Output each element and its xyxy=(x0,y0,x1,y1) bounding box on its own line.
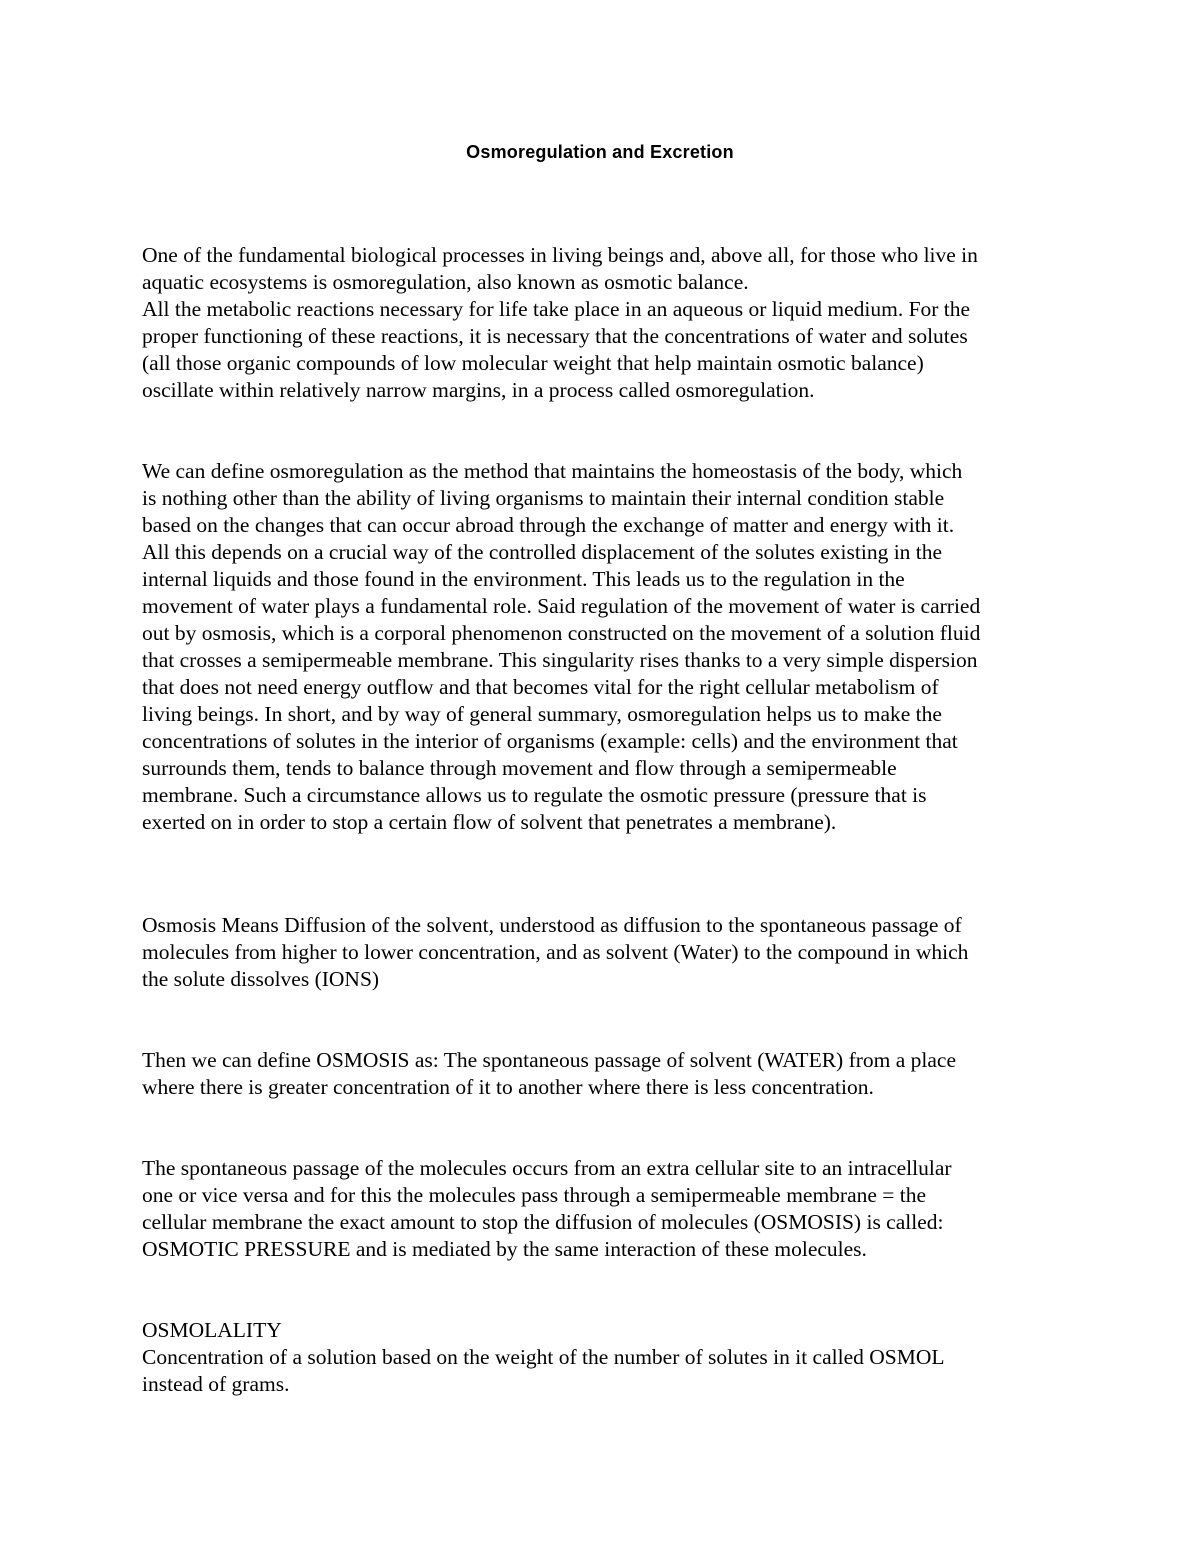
paragraph-line: where there is greater concentration of it to another where there is less concentration. xyxy=(142,1075,874,1099)
paragraph-line: internal liquids and those found in the environment. This leads us to the regulation in the xyxy=(142,567,905,591)
paragraph-line: is nothing other than the ability of living organisms to maintain their internal condition stable xyxy=(142,486,945,510)
paragraph-line: surrounds them, tends to balance through movement and flow through a semipermeable xyxy=(142,756,897,780)
section-heading-osmolality: OSMOLALITY xyxy=(142,1318,282,1342)
paragraph-line: living beings. In short, and by way of general summary, osmoregulation helps us to make the xyxy=(142,702,942,726)
paragraph-line: the solute dissolves (IONS) xyxy=(142,967,380,991)
paragraph-line: molecules from higher to lower concentration, and as solvent (Water) to the compound in which xyxy=(142,940,969,964)
paragraph-intro xyxy=(142,242,1072,404)
paragraph-line: One of the fundamental biological processes in living beings and, above all, for those who live in xyxy=(142,243,978,267)
paragraph-line: (all those organic compounds of low molecular weight that help maintain osmotic balance) xyxy=(142,351,924,375)
paragraph-line: Then we can define OSMOSIS as: The spontaneous passage of solvent (WATER) from a place xyxy=(142,1048,957,1072)
paragraph-osmosis-meaning xyxy=(142,912,1072,993)
paragraph-line: that crosses a semipermeable membrane. This singularity rises thanks to a very simple dispersion xyxy=(142,648,978,672)
paragraph-line: oscillate within relatively narrow margins, in a process called osmoregulation. xyxy=(142,378,815,402)
paragraph-line: Osmosis Means Diffusion of the solvent, understood as diffusion to the spontaneous passage of xyxy=(142,913,962,937)
paragraph-line: membrane. Such a circumstance allows us to regulate the osmotic pressure (pressure that is xyxy=(142,783,927,807)
paragraph-line: exerted on in order to stop a certain flow of solvent that penetrates a membrane). xyxy=(142,810,837,834)
paragraph-definition xyxy=(142,458,1072,836)
paragraph-line: We can define osmoregulation as the method that maintains the homeostasis of the body, which xyxy=(142,459,963,483)
paragraph-osmotic-pressure xyxy=(142,1155,1072,1263)
paragraph-line: proper functioning of these reactions, it is necessary that the concentrations of water and solutes xyxy=(142,324,968,348)
paragraph-line: OSMOTIC PRESSURE and is mediated by the same interaction of these molecules. xyxy=(142,1237,867,1261)
document-title: Osmoregulation and Excretion xyxy=(466,142,734,162)
paragraph-line: movement of water plays a fundamental role. Said regulation of the movement of water is carried xyxy=(142,594,981,618)
paragraph-line: aquatic ecosystems is osmoregulation, also known as osmotic balance. xyxy=(142,270,749,294)
paragraph-line: one or vice versa and for this the molecules pass through a semipermeable membrane = the xyxy=(142,1183,927,1207)
paragraph-line: The spontaneous passage of the molecules occurs from an extra cellular site to an intracellular xyxy=(142,1156,952,1180)
paragraph-line: cellular membrane the exact amount to stop the diffusion of molecules (OSMOSIS) is called: xyxy=(142,1210,944,1234)
paragraph-line: concentrations of solutes in the interior of organisms (example: cells) and the environment that xyxy=(142,729,958,753)
paragraph-line: instead of grams. xyxy=(142,1372,290,1396)
paragraph-osmolality xyxy=(142,1317,1072,1398)
paragraph-line: out by osmosis, which is a corporal phenomenon constructed on the movement of a solution fluid xyxy=(142,621,981,645)
paragraph-line: that does not need energy outflow and that becomes vital for the right cellular metabolism of xyxy=(142,675,939,699)
paragraph-line: Concentration of a solution based on the weight of the number of solutes in it called OSMOL xyxy=(142,1345,945,1369)
paragraph-line: All the metabolic reactions necessary for life take place in an aqueous or liquid medium. For the xyxy=(142,297,971,321)
paragraph-line: All this depends on a crucial way of the controlled displacement of the solutes existing in the xyxy=(142,540,943,564)
paragraph-osmosis-definition xyxy=(142,1047,1072,1101)
paragraph-line: based on the changes that can occur abroad through the exchange of matter and energy with it. xyxy=(142,513,955,537)
